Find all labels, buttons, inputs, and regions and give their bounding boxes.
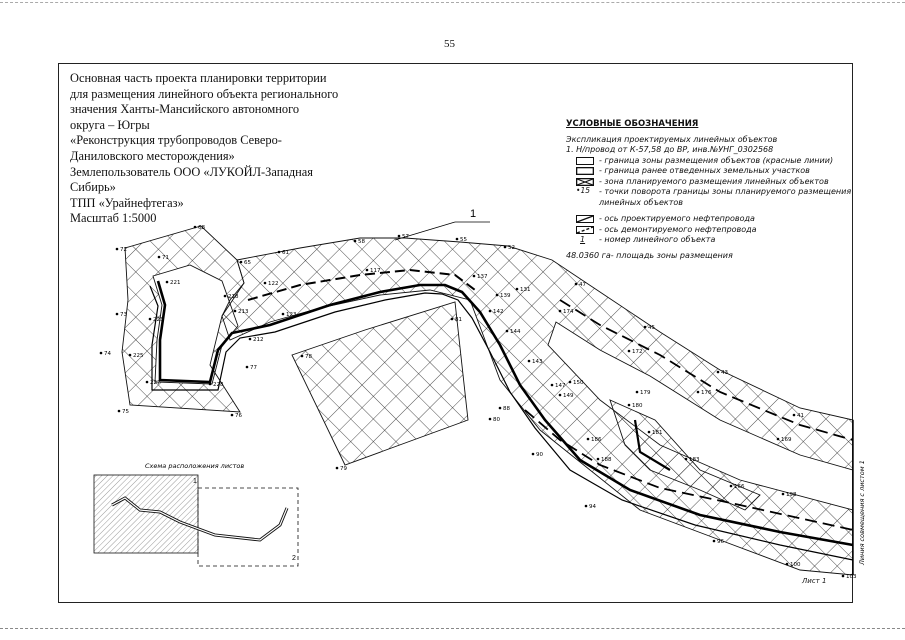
boundary-point-label: 71 [162,255,169,261]
boundary-point-dot [559,310,562,313]
boundary-point-dot [528,360,531,363]
boundary-point-label: 43 [721,370,728,376]
area-note: 48.0360 га- площадь зоны размещения [566,250,733,260]
boundary-point-dot [149,318,152,321]
page-number: 55 [444,38,455,50]
boundary-point-dot [713,540,716,543]
boundary-point-label: 68 [198,225,205,231]
boundary-point-label: 137 [477,274,488,280]
boundary-point-dot [559,394,562,397]
boundary-point-label: 79 [340,466,347,472]
boundary-point-label: 52 [508,245,515,251]
boundary-point-dot [336,467,339,470]
boundary-point-label: 58 [358,239,365,245]
inset-sheet-2 [198,488,298,566]
boundary-point-dot [532,453,535,456]
legend-text: - точки поворота границы зоны планируемого размещения [599,187,852,196]
boundary-point-label: 218 [228,294,239,300]
boundary-point-dot [100,352,103,355]
boundary-point-dot [489,310,492,313]
title-line: Сибирь» [70,180,116,195]
scale-line: Масштаб 1:5000 [70,211,157,226]
boundary-point-label: 228 [213,382,224,388]
title-line: «Реконструкция трубопроводов Северо- [70,133,282,148]
explication-item: 1. Н/провод от К-57,58 до ВР, инв.№УНГ_0302568 [566,145,774,154]
inset-scheme [94,462,298,566]
boundary-point-label: 74 [104,351,111,357]
boundary-point-dot [194,226,197,229]
boundary-point-dot [398,235,401,238]
boundary-point-label: 88 [503,406,510,412]
boundary-point-label: 143 [532,359,543,365]
title-line: округа – Югры [70,117,150,132]
legend-text: - зона планируемого размещения линейных объектов [599,176,829,186]
boundary-point-dot [166,281,169,284]
boundary-point-label: 80 [493,417,500,423]
boundary-point-label: 149 [563,393,574,399]
boundary-point-label: 57 [402,234,409,240]
boundary-point-dot [249,338,252,341]
boundary-point-dot [587,438,590,441]
boundary-point-dot [597,458,600,461]
boundary-point-label: 180 [632,403,643,409]
boundary-point-label: 77 [250,365,257,371]
point-example: 15 [580,186,590,195]
boundary-point-dot [782,493,785,496]
boundary-point-dot [146,381,149,384]
boundary-point-label: 45 [648,325,655,331]
boundary-point-dot [451,318,454,321]
boundary-point-label: 100 [790,562,801,568]
title-line: для размещения линейного объекта регионального [70,86,339,101]
legend-text: - граница зоны размещения объектов (красные линии) [599,155,834,165]
boundary-point-dot [730,485,733,488]
boundary-point-dot [496,294,499,297]
boundary-point-label: 198 [786,492,797,498]
boundary-point-dot [644,326,647,329]
boundary-point-label: 188 [601,457,612,463]
boundary-point-label: 181 [652,430,663,436]
boundary-point-dot [246,366,249,369]
boundary-point-dot [264,282,267,285]
boundary-point-dot [473,275,476,278]
boundary-point-dot [489,418,492,421]
boundary-point-dot [697,391,700,394]
boundary-point-label: 78 [305,354,312,360]
boundary-point-label: 123 [286,312,297,318]
boundary-point-dot [628,404,631,407]
boundary-point-dot [504,246,507,249]
boundary-point-label: 169 [781,437,792,443]
boundary-point-dot [648,431,651,434]
title-line: Землепользователь ООО «ЛУКОЙЛ-Западная [70,164,313,179]
boundary-point-label: 174 [563,309,574,315]
boundary-point-dot [786,563,789,566]
boundary-point-label: 131 [520,287,531,293]
boundary-point-dot [585,505,588,508]
legend-heading: УСЛОВНЫЕ ОБОЗНАЧЕНИЯ [566,119,699,129]
boundary-point-label: 172 [632,349,643,355]
boundary-point-dot [129,354,132,357]
boundary-point-dot [717,371,720,374]
boundary-point-dot [777,438,780,441]
boundary-point-dot [118,410,121,413]
boundary-point-label: 223 [153,317,164,323]
boundary-point-dot [516,288,519,291]
boundary-point-label: 103 [846,574,857,580]
boundary-point-label: 55 [460,237,467,243]
boundary-point-label: 221 [170,280,181,286]
inset-title: Схема расположения листов [145,462,245,470]
boundary-point-label: 76 [235,413,242,419]
boundary-point-label: 117 [370,268,381,274]
boundary-point-label: 147 [555,383,566,389]
boundary-point-label: 75 [122,409,129,415]
boundary-point-dot [628,350,631,353]
boundary-point-dot [551,384,554,387]
boundary-point-dot [506,330,509,333]
boundary-point-label: 179 [640,390,651,396]
boundary-point-label: 166 [734,484,745,490]
boundary-point-label: 65 [244,260,251,266]
boundary-point-label: 73 [120,312,127,318]
boundary-point-label: 213 [238,309,249,315]
legend-text: линейных объектов [599,197,683,207]
boundary-point-dot [636,391,639,394]
sheet-label: Лист 1 [802,577,827,585]
boundary-point-dot [499,407,502,410]
boundary-point-label: 176 [701,390,712,396]
inset-sheet-number: 2 [292,555,296,562]
boundary-point-dot [354,240,357,243]
legend-text: - ось проектируемого нефтепровода [599,214,755,223]
explication-title: Экспликация проектируемых линейных объектов [566,134,778,144]
boundary-point-label: 150 [573,380,584,386]
boundary-point-label: 41 [797,413,804,419]
boundary-point-label: 142 [493,309,504,315]
title-line: Основная часть проекта планировки территории [70,71,327,85]
boundary-point-label: 81 [455,317,462,323]
boundary-point-label: 212 [253,337,264,343]
object-number-label: 1 [470,208,477,220]
point-15-symbol: •15 [576,186,590,195]
boundary-point-label: 72 [120,247,127,253]
boundary-point-dot [793,414,796,417]
boundary-point-dot [116,313,119,316]
boundary-point-dot [116,248,119,251]
boundary-point-label: 94 [589,504,596,510]
boundary-point-label: 227 [150,380,161,386]
boundary-point-label: 144 [510,329,521,335]
boundary-point-label: 90 [536,452,543,458]
boundary-point-dot [301,355,304,358]
legend-text: - номер линейного объекта [599,235,716,244]
boundary-point-label: 139 [500,293,511,299]
boundary-point-dot [569,381,572,384]
boundary-point-dot [278,251,281,254]
boundary-point-dot [575,283,578,286]
boundary-point-dot [209,383,212,386]
bottom-scan-rule [0,628,905,629]
boundary-point-dot [231,414,234,417]
boundary-point-dot [366,269,369,272]
title-line: Даниловского месторождения» [70,148,235,163]
boundary-point-label: 186 [591,437,602,443]
boundary-point-dot [456,238,459,241]
match-line-label: Линия совмещения с листом 1 [858,460,866,565]
boundary-point-dot [234,310,237,313]
title-line: значения Ханты-Мансийского автономного [70,102,300,117]
boundary-point-label: 122 [268,281,279,287]
boundary-point-dot [240,261,243,264]
object-number-symbol: 1 [580,235,586,244]
boundary-point-dot [224,295,227,298]
legend-text: - граница ранее отведенных земельных участков [599,166,810,175]
boundary-point-dot [842,575,845,578]
inset-corner-label: 1 [193,478,197,485]
boundary-point-dot [685,458,688,461]
boundary-point-label: 61 [282,250,289,256]
inset-sheet-1 [94,475,198,553]
boundary-point-label: 47 [579,282,586,288]
legend-text: - ось демонтируемого нефтепровода [599,224,757,234]
title-line: ТПП «Урайнефтегаз» [70,195,184,210]
boundary-point-dot [158,256,161,259]
zone-square [292,302,468,465]
boundary-point-label: 183 [689,457,700,463]
boundary-point-dot [282,313,285,316]
boundary-point-label: 96 [717,539,724,545]
boundary-point-label: 225 [133,353,144,359]
